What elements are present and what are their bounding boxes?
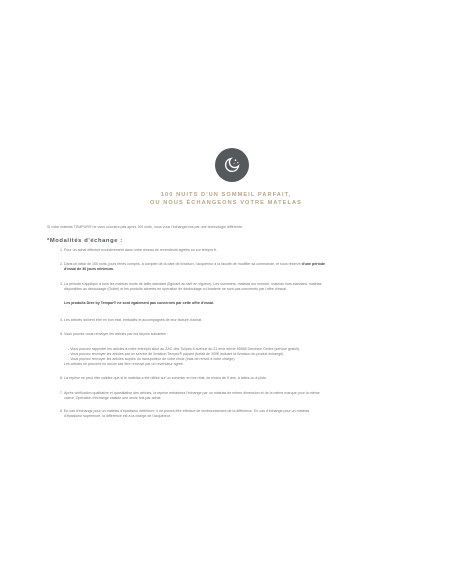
return-note: Les articles ne peuvent en aucun cas être renvoyé par un revendeur agréé. <box>64 362 184 366</box>
list-item <box>60 262 420 272</box>
list-item <box>60 248 420 253</box>
item-highlight: d'essai de 30 jours minimum. <box>64 267 114 272</box>
list-item <box>60 409 420 419</box>
item-text: valeur. Opération d'échange valable une seule fois par achat. <box>64 396 162 401</box>
section-title: *Modalités d'échange : <box>47 238 123 244</box>
list-item <box>60 391 420 401</box>
item-text: La reprise ne peut être validée que si le matelas a été utilisé sur un sommier en bon état, de moins de 5 ans, à lattes ou à plots. <box>64 376 267 380</box>
item-text: Vous pouvez nous renvoyer les articles par les façons suivantes : <box>64 332 168 336</box>
item-text: d'épaisseur supérieure, la différence est à la charge de l'acquéreur. <box>64 414 171 419</box>
item-text: disponibles au déstockage (Outlet) et les produits achetés en opération de déstockage ou braderie ne sont pas concernés par l'offre d'essai. <box>64 287 287 292</box>
item-text: Les articles doivent être en bon état, emballés et accompagnés de leur facture d'achat. <box>64 318 203 322</box>
item-number: 7. <box>60 391 63 395</box>
list-item <box>60 282 420 292</box>
item-number: 1. <box>60 248 63 252</box>
headline-line-2: OU NOUS ÉCHANGEONS VOTRE MATELAS <box>150 200 302 206</box>
sleep-badge <box>215 148 249 182</box>
return-option: - Vous pouvez renvoyer les articles par un service de livraison Tempur® payant (forfait de 300€ incluant la livraison du produit échangé). <box>68 352 285 356</box>
item-text: Après vérification qualitative et quantitative des articles, la reprise entrainera l'échange par un matelas de même dimension et de la même marque pour la même <box>64 391 320 395</box>
item-number: 5. <box>60 332 63 336</box>
return-option: - Vous pouvez renvoyer les articles auprès du transporteur de votre choix (frais de renvoi à votre charge). <box>68 357 236 361</box>
headline-line-1: 100 NUITS D'UN SOMMEIL PARFAIT, <box>160 192 292 198</box>
item-number: 8. <box>60 409 63 413</box>
list-item <box>60 318 420 323</box>
list-item <box>60 332 420 337</box>
moon-stars-icon <box>222 155 242 175</box>
item-number: 6. <box>60 376 63 380</box>
intro-text: Si votre matelas TEMPUR® ne vous convient pas après 100 nuits, nous vous l'échangerons par une technologie différente. <box>47 225 243 229</box>
item-number: 4. <box>60 318 63 322</box>
page-headline <box>0 191 452 207</box>
item-text: La période s'applique à tous les matelas neufs de taille standard (figurant au tarif en vigueur). Les sommiers, matelas sur mesure, matelas hors standard, matelas <box>64 282 322 286</box>
item-highlight: d'une période <box>301 262 326 266</box>
item-number: 2. <box>60 262 63 266</box>
item-text: Dans un délai de 100 nuits, jours fériés compris, à compter de la date de livraison, l'acquéreur a la faculté de modifier sa commande, et sous réserve <box>64 262 301 266</box>
item-text: Pour un achat effectué exclusivement dans notre réseau de revendeurs agréés ou sur tempur.fr. <box>64 248 217 252</box>
list-item <box>60 376 420 381</box>
item-text: En cas d'échange pour un matelas d'épaisseur inférieure, il ne pourra être effectué de remboursement de la différence. En cas d'échange pour un matelas <box>64 409 310 413</box>
return-option: - Vous pouvez rapporter les articles à notre entrepôt situé au ZAC des Tulipes 8 avenue du 21 ème siècle 95585 Genesse Cedex (service gratuit). <box>68 347 301 351</box>
item-number: 3. <box>60 282 63 286</box>
exclusion-note: Les produits Dree by Tempur® ne sont également pas concernés par cette offre d'essai. <box>64 301 215 305</box>
